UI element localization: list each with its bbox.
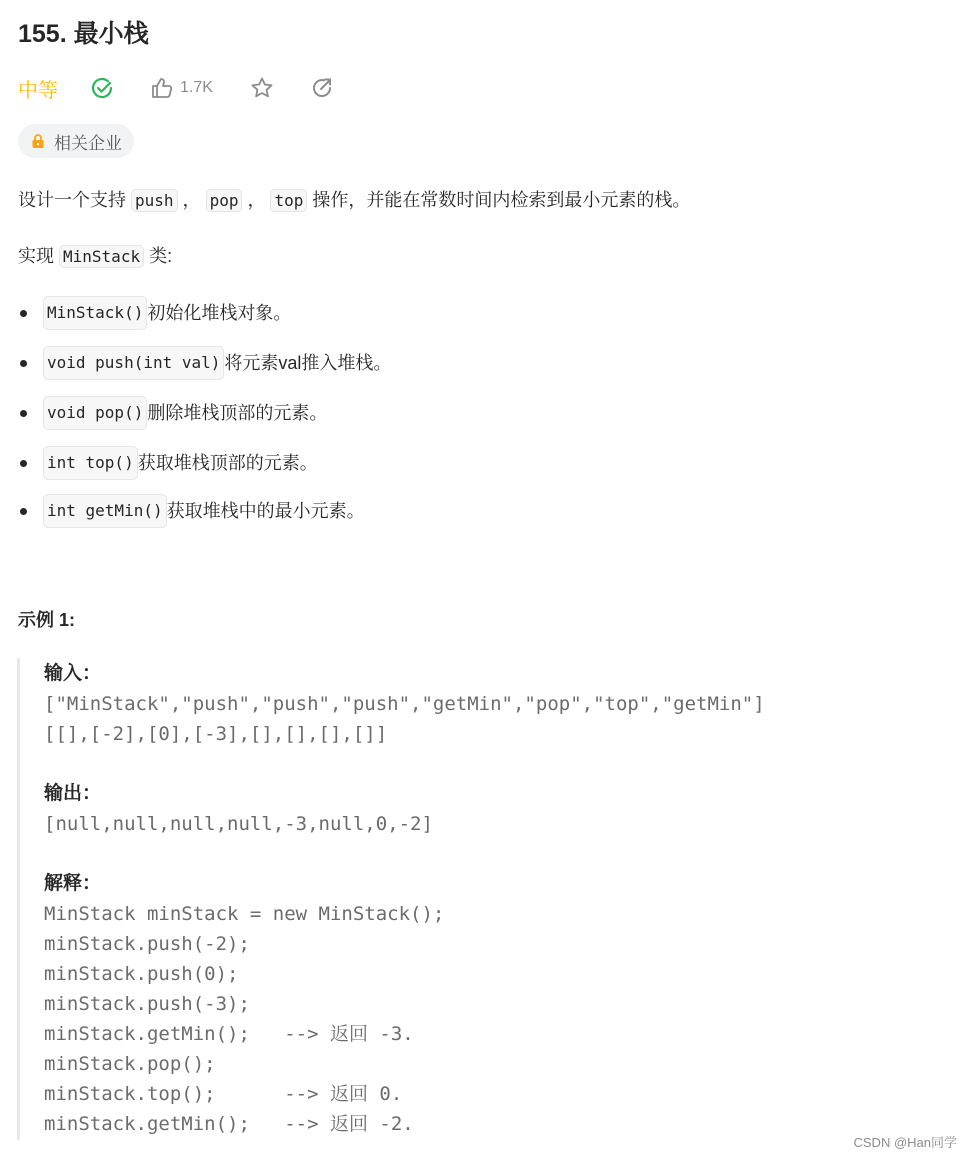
code-class: MinStack	[59, 245, 144, 268]
description	[18, 185, 690, 216]
output-label: 输出：	[44, 783, 102, 804]
input-label: 输入：	[44, 663, 102, 684]
bullet	[20, 460, 27, 467]
explain-line: minStack.getMin(); --> 返回 -2.	[44, 1113, 414, 1135]
explain-line: MinStack minStack = new MinStack();	[44, 903, 445, 925]
text: 设计一个支持	[18, 190, 132, 210]
like-count: 1.7K	[180, 79, 213, 96]
code-pop: pop	[206, 189, 243, 212]
thumbs-up-icon	[150, 76, 174, 100]
text: 将元素val推入堆栈。	[224, 353, 392, 373]
text: ，	[177, 190, 206, 210]
bullet	[20, 360, 27, 367]
meta-row	[18, 74, 334, 102]
solved-check-icon	[90, 76, 150, 100]
text: 操作，并能在常数时间内检索到最小元素的栈。	[307, 190, 691, 210]
code-push: push	[131, 189, 178, 212]
blockquote-border	[17, 658, 20, 1140]
code-top: top	[270, 189, 307, 212]
text: ，	[242, 190, 271, 210]
share-icon[interactable]	[310, 76, 334, 100]
explain-label: 解释：	[44, 873, 102, 894]
difficulty-badge: 中等	[18, 79, 58, 102]
explain-line: minStack.push(-3);	[44, 993, 250, 1015]
example-block	[44, 659, 765, 1139]
tag-label: 相关企业	[54, 133, 122, 153]
bullet	[20, 508, 27, 515]
text: 获取堆栈中的最小元素。	[166, 501, 365, 521]
bullet	[20, 310, 27, 317]
list-item	[18, 396, 327, 430]
code: void push(int val)	[43, 346, 224, 380]
star-icon[interactable]	[250, 76, 310, 100]
problem-title: 155. 最小栈	[18, 20, 149, 48]
text: 类:	[144, 246, 173, 266]
explain-line: minStack.top(); --> 返回 0.	[44, 1083, 403, 1105]
text: 实现	[18, 246, 60, 266]
code: int top()	[43, 446, 138, 480]
list-item	[18, 446, 318, 480]
text: 获取堆栈顶部的元素。	[137, 453, 318, 473]
explain-line: minStack.push(-2);	[44, 933, 250, 955]
implement-text	[18, 241, 172, 272]
code: MinStack()	[43, 296, 147, 330]
list-item	[18, 494, 365, 528]
explain-line: minStack.getMin(); --> 返回 -3.	[44, 1023, 414, 1045]
list-item	[18, 346, 391, 380]
input-line: [[],[-2],[0],[-3],[],[],[],[]]	[44, 723, 388, 745]
code: void pop()	[43, 396, 147, 430]
watermark: CSDN @Han同学	[853, 1135, 957, 1150]
output-line: [null,null,null,null,-3,null,0,-2]	[44, 813, 433, 835]
explain-line: minStack.push(0);	[44, 963, 239, 985]
explain-line: minStack.pop();	[44, 1053, 216, 1075]
related-companies-tag[interactable]	[18, 124, 134, 158]
list-item	[18, 296, 291, 330]
like-button[interactable]	[150, 76, 250, 100]
example-heading: 示例 1:	[18, 610, 76, 630]
lock-icon	[30, 133, 46, 149]
bullet	[20, 410, 27, 417]
text: 初始化堆栈对象。	[147, 303, 292, 323]
input-line: ["MinStack","push","push","push","getMin","pop","top","getMin"]	[44, 693, 765, 715]
text: 删除堆栈顶部的元素。	[147, 403, 328, 423]
code: int getMin()	[43, 494, 167, 528]
